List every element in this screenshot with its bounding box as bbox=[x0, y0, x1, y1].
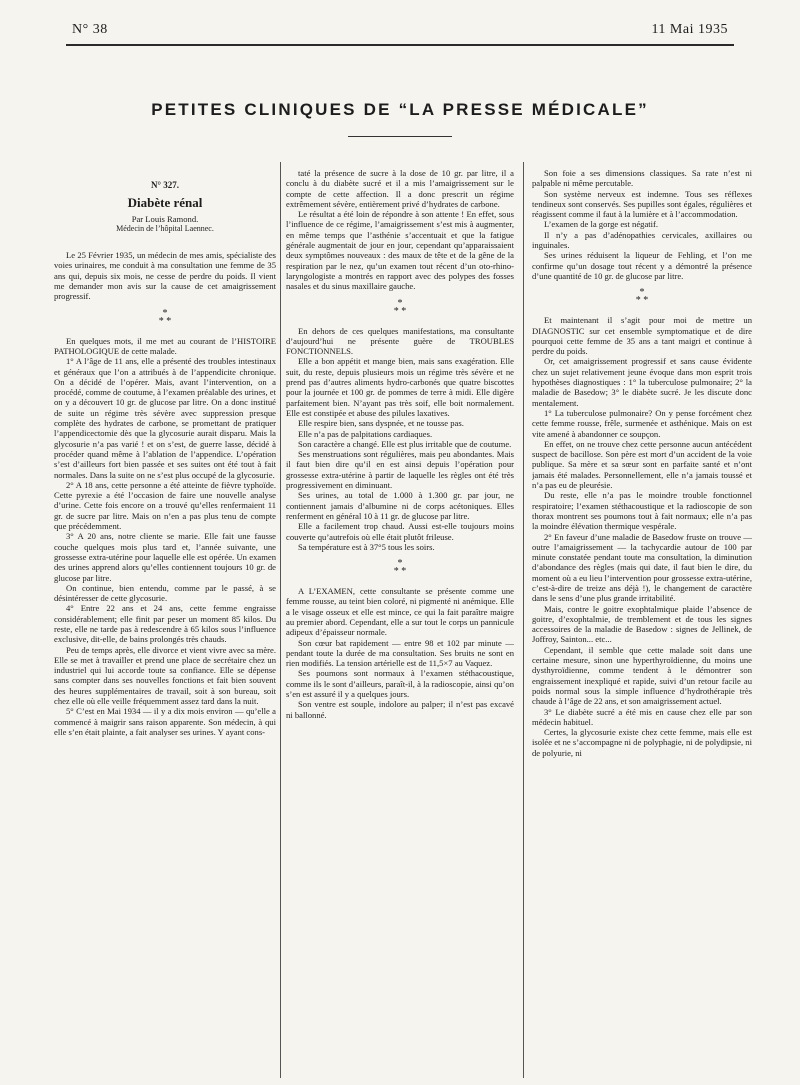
paragraph: On continue, bien entendu, comme par le passé, à se désintéresser de cette glycosurie. bbox=[54, 582, 276, 604]
paragraph: Le résultat a été loin de répondre à son attente ! En effet, sous l’influence de ce régime, l’amaigrissement s’est mis à augmenter, en même temps que l’asthénie s’accentuait et que la fatigue générale augmentait de jour en jour, cependant qu’apparaissaient deux symptômes nouveaux : des maux de tête et de la gêne de la respiration par le nez, qu’un examen tout récent d’un oto-rhino-laryngologiste a montrés en rapport avec des polypes des fosses nasales et du sinus maxillaire gauche. bbox=[286, 209, 514, 292]
paragraph: Elle respire bien, sans dyspnée, et ne tousse pas. bbox=[298, 418, 464, 429]
paragraph: Cependant, il semble que cette malade soit dans une certaine mesure, sinon une hyperthyroïdienne, du moins une dysthyroïdienne, comme tendent à le démontrer son engraissement inexpliqué et rapide, suivi d’un retour facile au poids normal sous la simple influence d’hydrothérapie très chaude à l’âge de 22 ans, et son amaigrissement actuel. bbox=[532, 644, 752, 707]
paragraph: Ses menstruations sont régulières, mais peu abondantes. Mais il faut bien dire qu’il en est ainsi depuis l’opération pour grossesse extra-utérine à partir de laquelle les règles ont été très progressivement en diminuant. bbox=[286, 449, 514, 491]
paragraph: 2° En faveur d’une maladie de Basedow fruste on trouve — outre l’amaigrissement — la tachycardie autour de 100 par minute constatée pendant toute ma consultation, la diminution d’abondance des règles (mais qui date, il faut bien le dire, du moment où a eu lieu l’intervention pour grossesse extra-utérine, c’est-à-dire de treize ans déjà !), le changement de caractère dans le sens d’une plus grande irritabilité. bbox=[532, 531, 752, 604]
paragraph: Peu de temps après, elle divorce et vient vivre avec sa mère. Elle se met à travailler et prend une place de secrétaire chez un industriel qui lui accorde toute sa confiance. Elle se dépense sans compter dans ses nouvelles fonctions et fait bien souvent des heures supplémentaires de travail, soit à son bureau, soit chez elle où elle veille fréquemment assez tard dans la nuit. bbox=[54, 644, 276, 707]
paragraph: Son cœur bat rapidement — entre 98 et 102 par minute — pendant toute la durée de ma consultation. Ses bruits ne sont en rien modifiés. La tension artérielle est de 11,5×7 au Vaquez. bbox=[286, 637, 514, 669]
paragraph: Mais, contre le goitre exophtalmique plaide l’absence de goitre, d’exophtalmie, de tremblement et de tous les signes accessoires de la maladie de Basedow : signes de Jellinek, de Joffroy, Sainton... etc... bbox=[532, 603, 752, 645]
paragraph: Elle n’a pas de palpitations cardiaques. bbox=[298, 428, 433, 439]
paragraph: Ses urines réduisent la liqueur de Fehling, et l’on me confirme qu’un dosage tout récent y a démontré la présence d’une quantité de 10 gr. de glucose par litre. bbox=[532, 250, 752, 281]
column-divider bbox=[280, 162, 281, 1078]
paragraph: Elle a bon appétit et mange bien, mais sans exagération. Elle suit, du reste, depuis plusieurs mois un régime très sévère et ne prend pas d’autres aliments hydro-carbonés que quatre biscottes pour la journée et 100 gr. de pommes de terre à midi. Elle digère parfaitement bien. N’ayant pas très soif, elle boit normalement. Elle est constipée et abuse des pilules laxatives. bbox=[286, 356, 514, 418]
paragraph: Ses urines, au total de 1.000 à 1.300 gr. par jour, ne contiennent jamais d’albumine ni de corps acétoniques. Elles renferment en général 10 à 11 gr. de glucose par litre. bbox=[286, 490, 514, 521]
section-separator: * * * bbox=[158, 307, 172, 327]
column-3 bbox=[532, 168, 752, 1073]
paragraph: En quelques mots, il me met au courant de l’HISTOIRE PATHOLOGIQUE de cette malade. bbox=[54, 335, 276, 356]
paragraph: Son système nerveux est indemne. Tous ses réflexes tendineux sont conservés. Ses pupilles sont égales, régulières et réagissent comme il faut à la lumière et à l’accommodation. bbox=[532, 188, 752, 220]
title-rule bbox=[348, 136, 452, 137]
paragraph: En dehors de ces quelques manifestations, ma consultante d’aujourd’hui ne présente guère de TROUBLES FONCTIONNELS. bbox=[286, 325, 514, 357]
issue-date: 11 Mai 1935 bbox=[651, 22, 728, 37]
paragraph: Son caractère a changé. Elle est plus irritable que de coutume. bbox=[298, 438, 512, 449]
column-1 bbox=[54, 180, 276, 1085]
paragraph: 4° Entre 22 ans et 24 ans, cette femme engraisse considérablement; elle finit par peser un moment 85 kilos. Du reste, elle ne tarde pas à redescendre à 65 kilos sous l’influence exclusive, dit-elle, de bains prolongés très chauds. bbox=[54, 603, 276, 645]
paragraph: Il n’y a pas d’adénopathies cervicales, axillaires ou inguinales. bbox=[532, 229, 752, 251]
paragraph: Son foie a ses dimensions classiques. Sa rate n’est ni palpable ni même percutable. bbox=[532, 168, 752, 189]
paragraph: 5° C’est en Mai 1934 — il y a dix mois environ — qu’elle a commencé à maigrir sans raison apparente. Son médecin, à qui elle s’en était plainte, a fait analyser ses urines. Y ayant cons- bbox=[54, 706, 276, 737]
paragraph: En effet, on ne trouve chez cette personne aucun antécédent suspect de bacillose. Son père est mort d’un accident de la voie publique. Sa mère et sa sœur sont en parfaite santé et n’ont jamais été malades. Personnellement, elle n’a jamais toussé et n’a pas eu de pleurésie. bbox=[532, 438, 752, 491]
paragraph: Or, cet amaigrissement progressif et sans cause évidente chez un sujet relativement jeune évoque dans mon esprit trois hypothèses diagnostiques : 1° la tuberculose pulmonaire; 2° la maladie de Basedow; 3° le diabète sucré. Je les discute donc mentalement. bbox=[532, 356, 752, 408]
article-number: N° 327. bbox=[150, 180, 180, 190]
section-separator: * * * bbox=[393, 558, 407, 578]
paragraph: 3° A 20 ans, notre cliente se marie. Elle fait une fausse couche quelques mois plus tard et, l’année suivante, une grossesse extra-utérine pour laquelle elle est opérée. Un examen des urines apprend alors qu’elles contiennent toujours 10 gr. de glucose par litre. bbox=[54, 531, 276, 583]
article-byline: Par Louis Ramond. bbox=[131, 213, 199, 224]
paragraph: Et maintenant il s’agit pour moi de mettre un DIAGNOSTIC sur cet ensemble symptomatique et de dire pourquoi cette femme de 35 ans a tant maigri et continue à perdre du poids. bbox=[532, 315, 752, 357]
article-title: Diabète rénal bbox=[127, 195, 203, 211]
page-title: PETITES CLINIQUES DE “LA PRESSE MÉDICALE” bbox=[151, 100, 649, 119]
paragraph: 2° A 18 ans, cette personne a été atteinte de fièvre typhoïde. Cette pyrexie a été l’occasion de faire une nouvelle analyse d’urine. Cette fois encore on a trouvé qu’elles renfermaient 11 gr. de sucre par litre. Mais on n’en a pas plus tenu de compte que précédemment. bbox=[54, 479, 276, 532]
section-separator: * * * bbox=[635, 287, 649, 307]
header-rule bbox=[66, 44, 734, 46]
paragraph: Sa température est à 37°5 tous les soirs. bbox=[298, 541, 435, 552]
paragraph: Son ventre est souple, indolore au palper; il n’est pas excavé ni ballonné. bbox=[286, 699, 514, 720]
paragraph: L’examen de la gorge est négatif. bbox=[544, 219, 659, 230]
paragraph: A L’EXAMEN, cette consultante se présente comme une femme rousse, au teint bien coloré, ni pigmenté ni anémique. Elle a le visage osseux et elle est mince, ce qui la fait paraître maigre au premier abord. Cependant, elle a sur tout le corps un pannicule adipeux d’épaisseur normale. bbox=[286, 586, 514, 638]
paragraph: Du reste, elle n’a pas le moindre trouble fonctionnel respiratoire; l’examen stéthacoustique et la radioscopie de son thorax montrent ses poumons tout à fait normaux; elle n’a pas la moindre élévation thermique vespérale. bbox=[532, 490, 752, 532]
paragraph: 1° A l’âge de 11 ans, elle a présenté des troubles intestinaux et généraux que l’on a attribués à de l’appendicite chronique. On a décidé de l’opérer. Mais, avant l’intervention, on a procédé, comme de coutume, à l’examen préalable des urines, et on y a découvert 10 gr. de glucose par litre. On a donc institué de suite un régime très sévère avec suppression presque complète des hydrates de carbone, se promettant de pratiquer l’appendicectomie dès que la glycosurie aurait disparu. Mais la glycosurie n’a pas varié ! et on s’est, de guerre lasse, décidé à procéder quand même à l’ablation de l’appendice. L’opération s’est d’ailleurs fort bien passée et ses suites ont été tout à fait normales. Dans la suite on ne s’est plus occupé de la glycosurie. bbox=[54, 356, 276, 480]
paragraph: Le 25 Février 1935, un médecin de mes amis, spécialiste des voies urinaires, me conduit à ma consultation une femme de 35 ans qui, depuis six mois, ne cesse de perdre du poids. Il vient me demander mon avis sur la cause de cet amaigrissement progressif. bbox=[54, 250, 276, 302]
column-2 bbox=[286, 168, 514, 1073]
issue-number: N° 38 bbox=[72, 22, 108, 37]
section-separator: * * * bbox=[393, 297, 407, 317]
paragraph: Elle a facilement trop chaud. Aussi est-elle toujours moins couverte qu’autrefois où elle était plutôt frileuse. bbox=[286, 521, 514, 542]
paragraph: 3° Le diabète sucré a été mis en cause chez elle par son médecin habituel. bbox=[532, 706, 752, 727]
paragraph: Certes, la glycosurie existe chez cette femme, mais elle est isolée et ne s’accompagne ni de polyphagie, ni de polydipsie, ni de polyurie, ni bbox=[532, 727, 752, 758]
article-affiliation: Médecin de l’hôpital Laennec. bbox=[116, 223, 214, 233]
paragraph: 1° La tuberculose pulmonaire? On y pense forcément chez cette femme rousse, frêle, surmenée et asthénique. Mais on est vite amené à abandonner ce soupçon. bbox=[532, 407, 752, 439]
paragraph: Ses poumons sont normaux à l’examen stéthacoustique, comme ils le sont d’ailleurs, paraît-il, à la radioscopie, ainsi qu’on s’en est assuré il y a quelques jours. bbox=[286, 668, 514, 700]
column-divider bbox=[523, 162, 524, 1078]
paragraph: taté la présence de sucre à la dose de 10 gr. par litre, il a conclu à du diabète sucré et il a mis l’amaigrissement sur le compte de cette affection. Il a donc prescrit un régime extrêmement sévère, entièrement privé d’hydrates de carbone. bbox=[286, 168, 514, 209]
